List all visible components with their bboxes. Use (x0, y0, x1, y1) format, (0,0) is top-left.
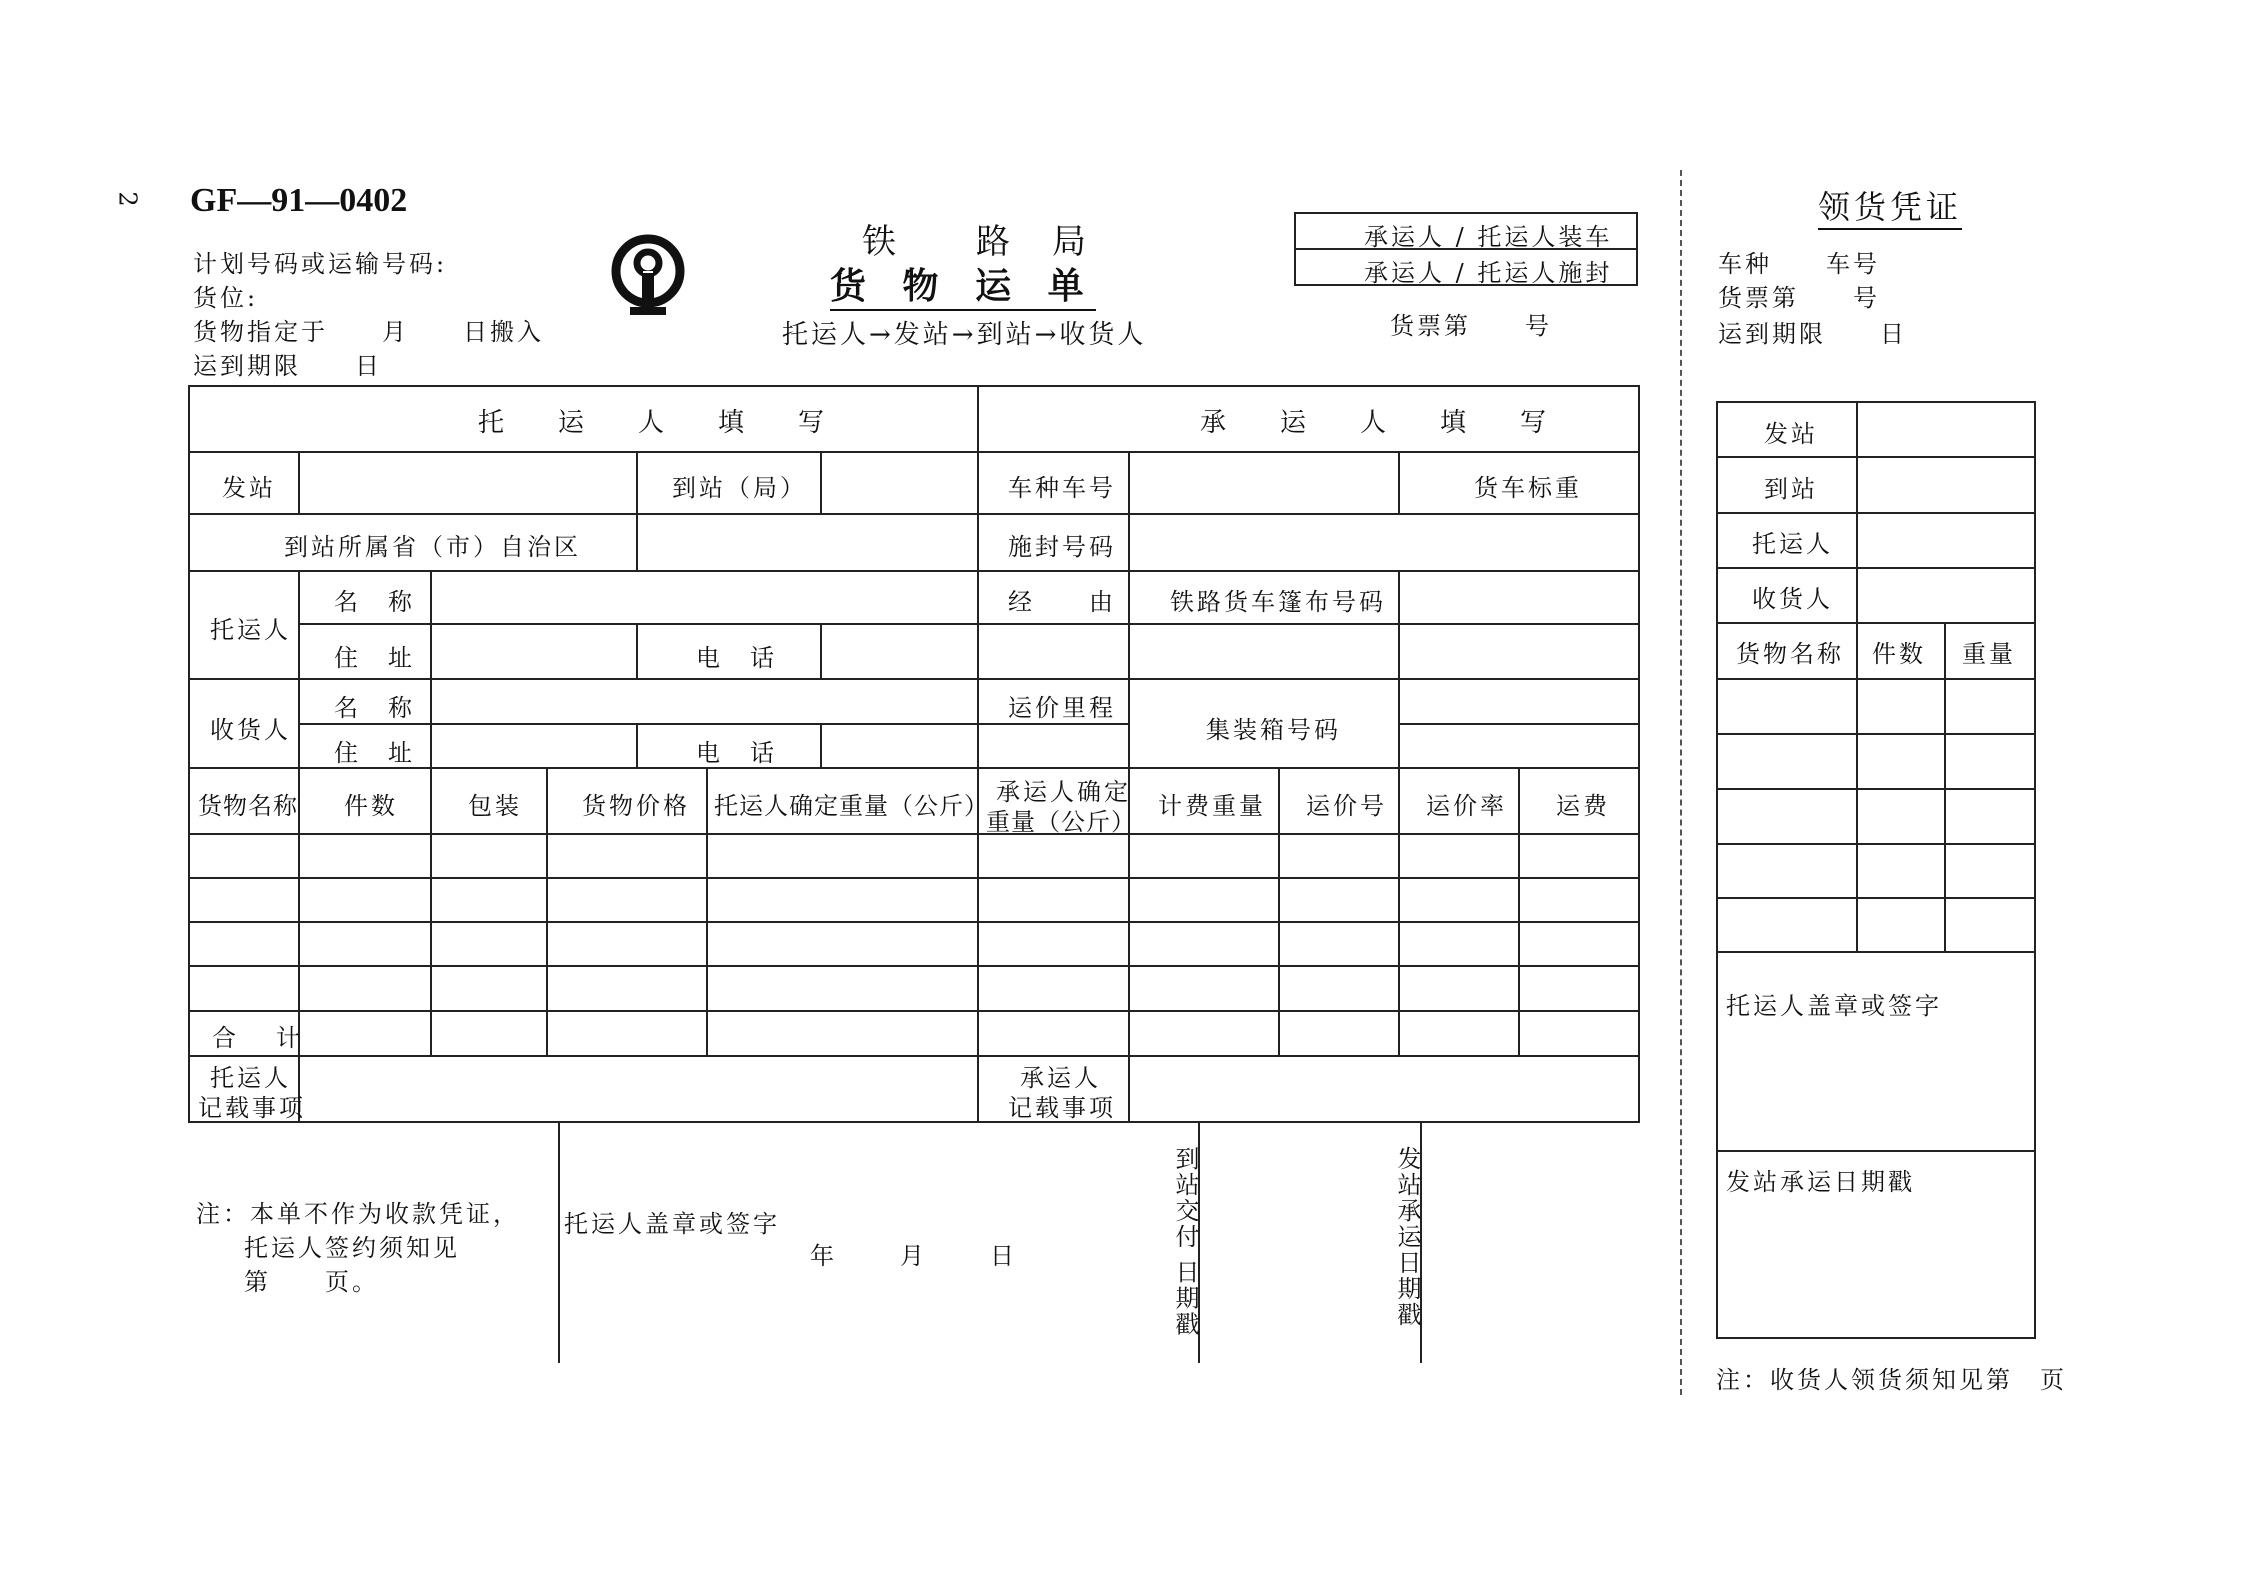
col-carrier-weight-2: 重量（公斤） (986, 808, 1136, 836)
consignee-label: 收货人 (210, 716, 291, 744)
note-line-2: 托运人签约须知见 (244, 1234, 460, 1262)
shipper-phone-label: 电 话 (696, 644, 777, 672)
note-line-3: 第 页。 (244, 1268, 379, 1296)
deadline-label: 运到期限 日 (193, 352, 382, 380)
shipper-notes-field[interactable] (300, 1057, 976, 1121)
plan-number-label: 计划号码或运输号码: (193, 250, 448, 278)
shipper-notes-label-1: 托运人 (210, 1064, 291, 1092)
total-label: 合 计 (212, 1024, 308, 1052)
col-shipper-weight: 托运人确定重量（公斤） (714, 792, 989, 820)
freight-mileage-label: 运价里程 (1008, 694, 1116, 722)
shipper-label: 托运人 (210, 616, 291, 644)
shipper-name-label: 名 称 (334, 588, 415, 616)
consignee-phone-label: 电 话 (696, 739, 777, 767)
col-carrier-weight-1: 承运人确定 (996, 778, 1131, 806)
carrier-notes-label-2: 记载事项 (1008, 1094, 1116, 1122)
goods-row-3[interactable] (190, 923, 1638, 964)
col-fee: 运费 (1556, 792, 1610, 820)
to-station-label: 到站（局） (672, 474, 807, 502)
form-code: GF—91—0402 (190, 182, 408, 219)
shipper-sign-label: 托运人盖章或签字 (564, 1210, 780, 1238)
col-goods-name: 货物名称 (198, 792, 298, 820)
note-line-1: 注：本单不作为收款凭证， (196, 1200, 520, 1228)
arrival-date-stamp-label: 到站交付 日期戳 (1171, 1146, 1199, 1338)
cargo-position-label: 货位: (193, 284, 259, 312)
carrier-notes-label-1: 承运人 (1020, 1064, 1101, 1092)
ticket-number-label: 货票第 号 (1390, 312, 1552, 340)
receipt-departure-stamp: 发站承运日期戳 (1726, 1168, 1915, 1196)
receipt-ticket: 货票第 号 (1718, 284, 1880, 312)
car-type-no-label: 车种车号 (1008, 474, 1116, 502)
receipt-car-type: 车种 车号 (1718, 250, 1880, 278)
section-carrier: 承 运 人 填 写 (1200, 408, 1561, 438)
from-station-label: 发站 (222, 474, 276, 502)
seal-no-label: 施封号码 (1008, 533, 1116, 561)
receipt-deadline: 运到期限 日 (1718, 320, 1907, 348)
container-no-label: 集装箱号码 (1206, 716, 1341, 744)
receipt-consignee: 收货人 (1752, 585, 1833, 613)
receipt-count: 件数 (1872, 640, 1926, 668)
receipt-shipper-sign: 托运人盖章或签字 (1726, 992, 1942, 1020)
goods-row-1[interactable] (190, 835, 1638, 876)
sign-date-label: 年 月 日 (810, 1242, 1020, 1270)
col-packing: 包装 (468, 792, 522, 820)
designated-date-label: 货物指定于 月 日搬入 (193, 318, 544, 346)
tarp-no-label: 铁路货车篷布号码 (1170, 588, 1386, 616)
carrier-notes-field[interactable] (1130, 1057, 1638, 1121)
route-label: 托运人→发站→到站→收货人 (782, 320, 1147, 350)
load-box-line-1: 承运人 / 托运人装车 (1364, 223, 1613, 251)
receipt-title: 领货凭证 (1818, 182, 1962, 230)
receipt-weight: 重量 (1962, 640, 2016, 668)
car-tonnage-label: 货车标重 (1474, 474, 1582, 502)
col-rate: 运价率 (1426, 792, 1507, 820)
receipt-from-station: 发站 (1764, 420, 1818, 448)
to-province-label: 到站所属省（市）自治区 (284, 533, 581, 561)
page-number: 2 (113, 191, 142, 207)
col-count: 件数 (344, 792, 398, 820)
shipper-notes-label-2: 记载事项 (198, 1094, 306, 1122)
consignee-name-label: 名 称 (334, 694, 415, 722)
receipt-to-station: 到站 (1764, 475, 1818, 503)
shipper-address-label: 住 址 (334, 644, 415, 672)
col-rate-no: 运价号 (1306, 792, 1387, 820)
departure-date-stamp-label: 发站承运日期戳 (1393, 1146, 1421, 1328)
col-charge-weight: 计费重量 (1158, 792, 1266, 820)
receipt-note: 注：收货人领货须知见第 页 (1716, 1366, 2067, 1394)
railway-logo-icon (608, 233, 688, 323)
goods-row-2[interactable] (190, 879, 1638, 920)
receipt-shipper: 托运人 (1752, 530, 1833, 558)
via-label: 经 由 (1008, 588, 1116, 616)
consignee-address-label: 住 址 (334, 739, 415, 767)
section-shipper: 托 运 人 填 写 (478, 408, 839, 438)
col-price: 货物价格 (582, 792, 690, 820)
waybill-title: 货 物 运 单 (830, 258, 1096, 311)
receipt-goods-name: 货物名称 (1736, 640, 1844, 668)
receipt-separator (1680, 170, 1682, 1395)
load-box-line-2: 承运人 / 托运人施封 (1364, 259, 1613, 287)
goods-row-4[interactable] (190, 967, 1638, 1009)
railway-bureau-title: 铁 路 局 (862, 222, 1090, 262)
